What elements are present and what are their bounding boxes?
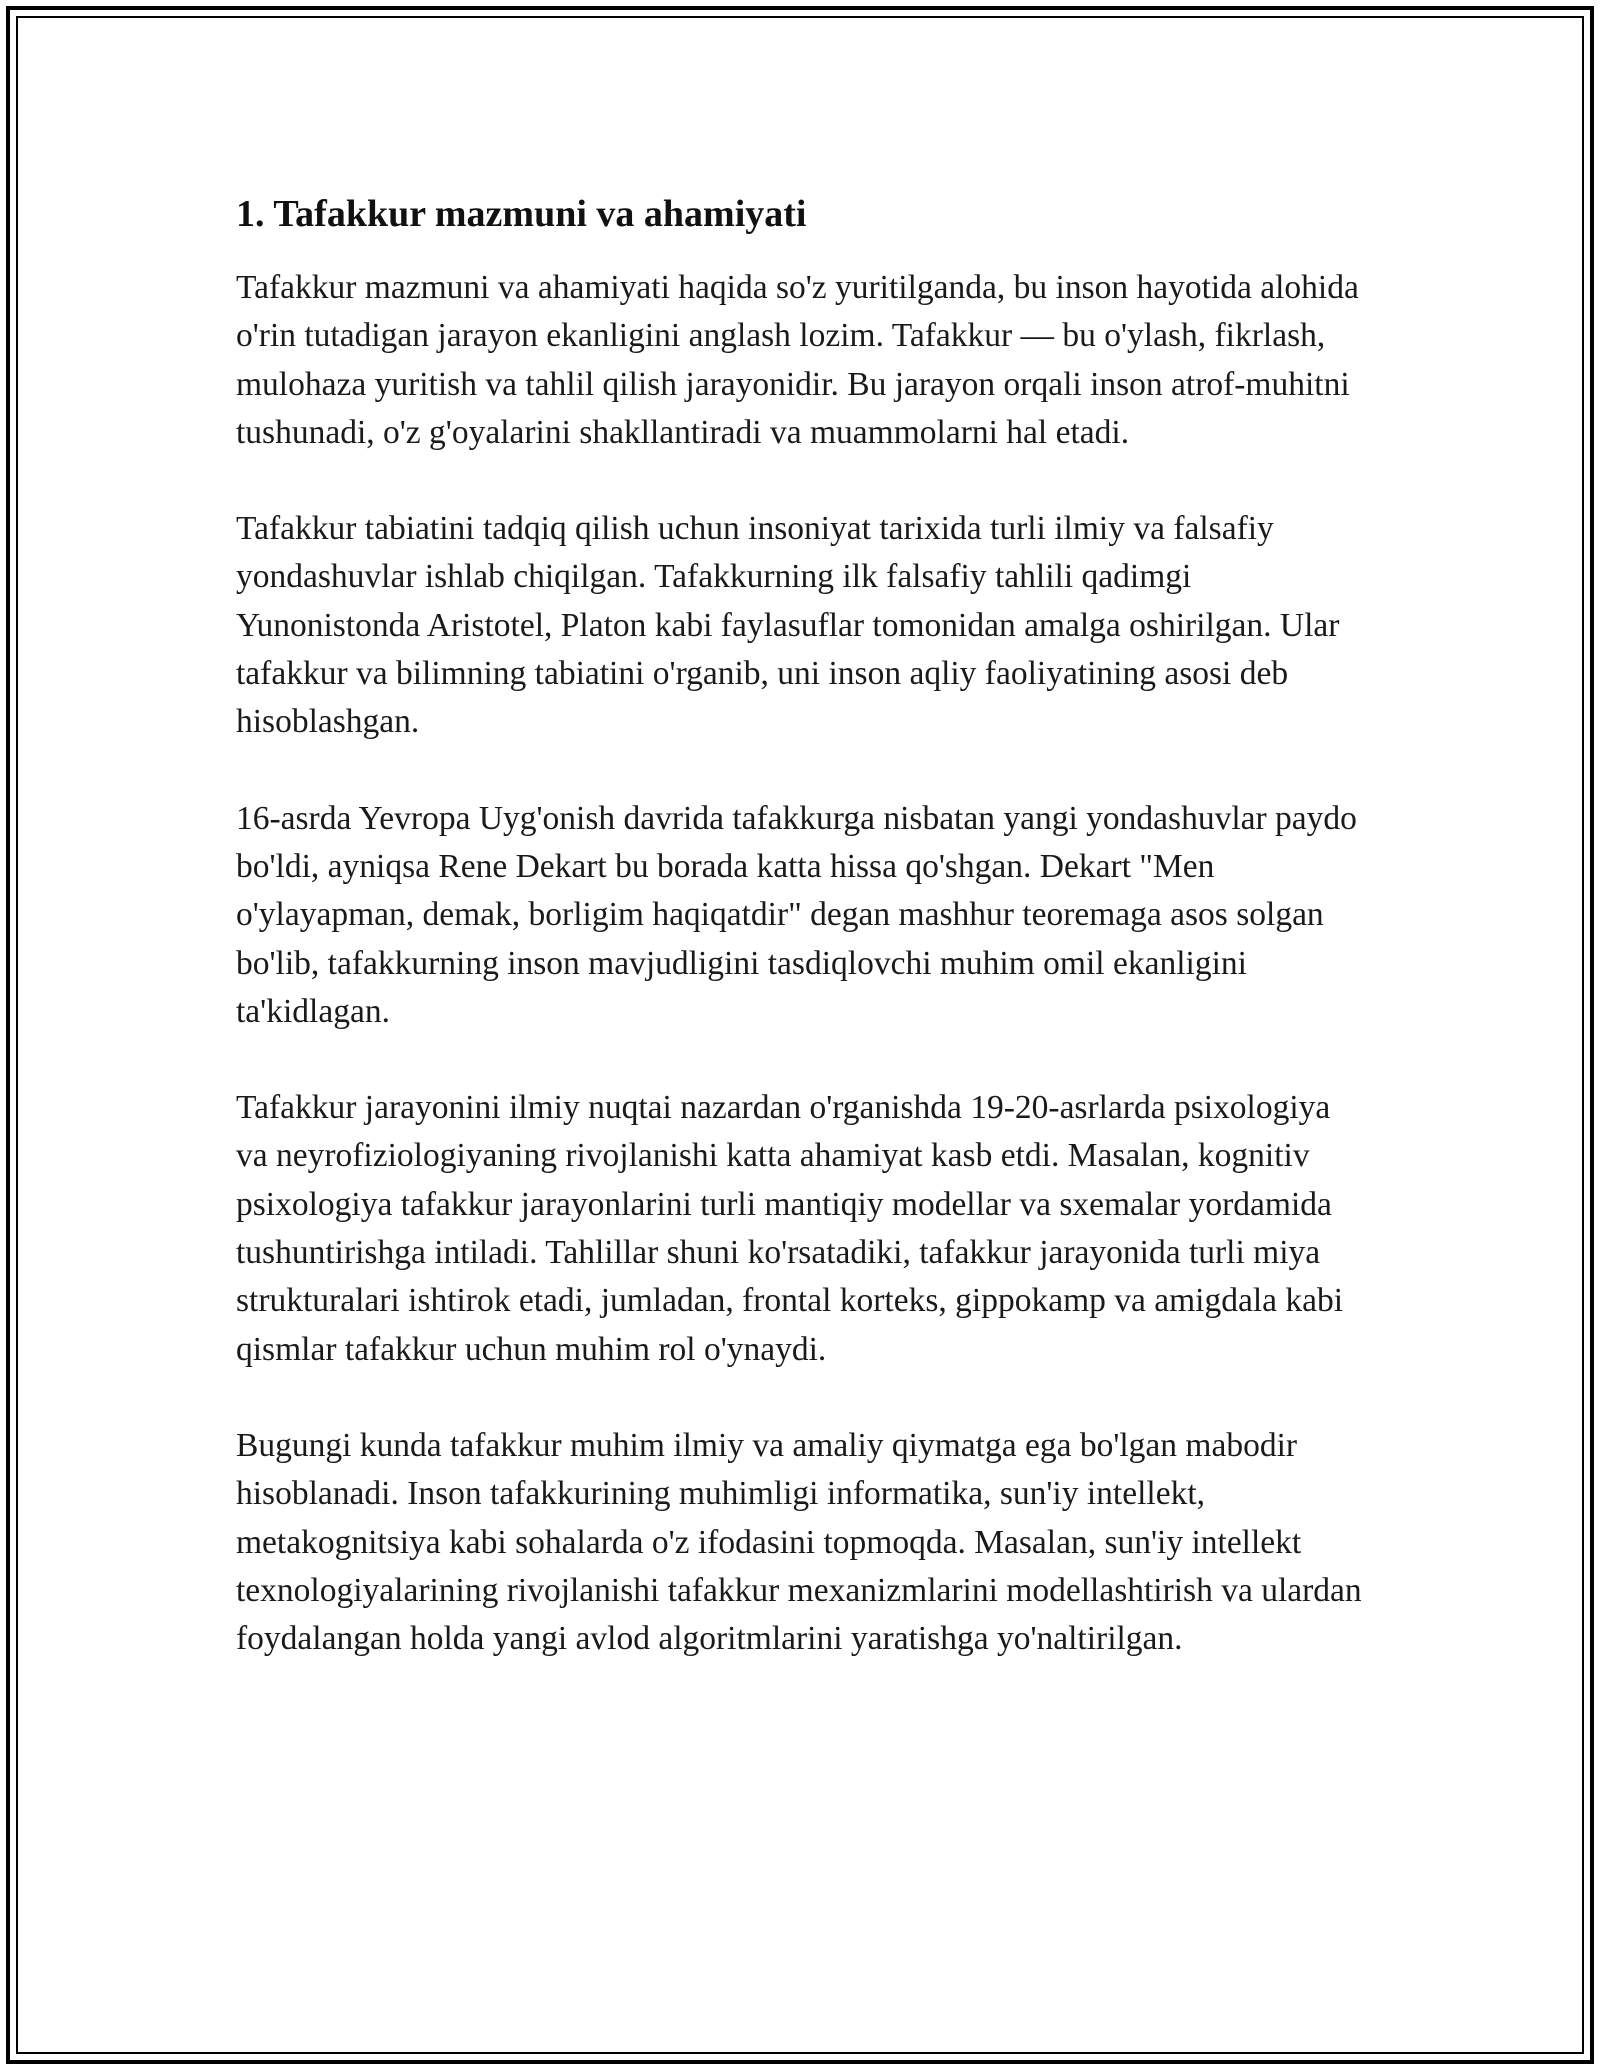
paragraph-4: Tafakkur jarayonini ilmiy nuqtai nazardan o'rganishda 19-20-asrlarda psixologiya va neyrofiziologiyaning rivojlanishi katta ahamiyat kasb etdi. Masalan, kognitiv psixologiya tafakkur jarayonlarini turli mantiqiy modellar va sxemalar yordamida tushuntirishga intiladi. Tahlillar shuni ko'rsatadiki, tafakkur jarayonida turli miya strukturalari ishtirok etadi, jumladan, frontal korteks, gippokamp va amigdala kabi qismlar tafakkur uchun muhim rol o'ynaydi. [236, 1089, 1344, 1368]
section-heading: 1. Tafakkur mazmuni va ahamiyati [236, 193, 807, 235]
document-body [236, 188, 1366, 1711]
paragraph-2: Tafakkur tabiatini tadqiq qilish uchun insoniyat tarixida turli ilmiy va falsafiy yondashuvlar ishlab chiqilgan. Tafakkurning ilk falsafiy tahlili qadimgi Yunonistonda Aristotel, Platon kabi faylasuflar tomonidan amalga oshirilgan. Ular tafakkur va bilimning tabiatini o'rganib, uni inson aqliy faoliyatining asosi deb hisoblashgan. [236, 510, 1340, 741]
paragraph-1: Tafakkur mazmuni va ahamiyati haqida so'z yuritilganda, bu inson hayotida alohida o'rin tutadigan jarayon ekanligini anglash lozim. Tafakkur — bu o'ylash, fikrlash, mulohaza yuritish va tahlil qilish jarayonidir. Bu jarayon orqali inson atrof-muhitni tushunadi, o'z g'oyalarini shakllantiradi va muammolarni hal etadi. [236, 269, 1359, 451]
paragraph-5: Bugungi kunda tafakkur muhim ilmiy va amaliy qiymatga ega bo'lgan mabodir hisoblanadi. Inson tafakkurining muhimligi informatika, sun'iy intellekt, metakognitsiya kabi sohalarda o'z ifodasini topmoqda. Masalan, sun'iy intellekt texnologiyalarining rivojlanishi tafakkur mexanizmlarini modellashtirish va ulardan foydalangan holda yangi avlod algoritmlarini yaratishga yo'naltirilgan. [236, 1426, 1362, 1658]
paragraph-3: 16-asrda Yevropa Uyg'onish davrida tafakkurga nisbatan yangi yondashuvlar paydo bo'ldi, ayniqsa Rene Dekart bu borada katta hissa qo'shgan. Dekart "Men o'ylayapman, demak, borligim haqiqatdir" degan mashhur teoremaga asos solgan bo'lib, tafakkurning inson mavjudligini tasdiqlovchi muhim omil ekanligini ta'kidlagan. [236, 799, 1357, 1030]
